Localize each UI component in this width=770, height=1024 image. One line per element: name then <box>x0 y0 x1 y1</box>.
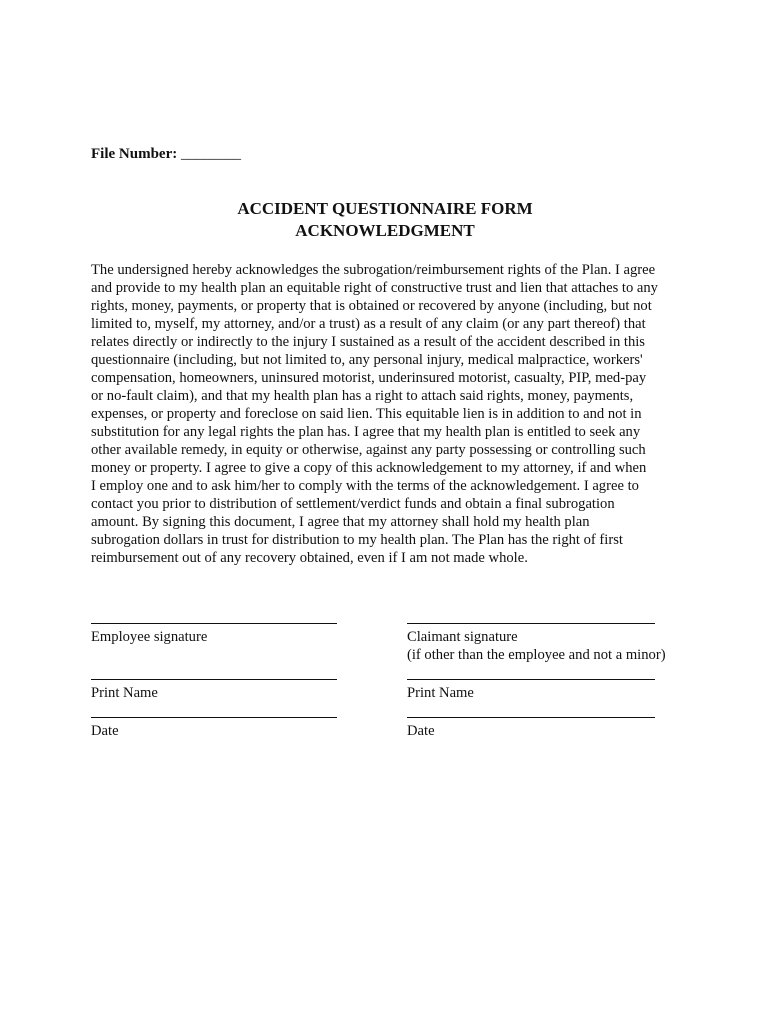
claimant-signature-field[interactable] <box>407 623 666 664</box>
paragraph-line: rights, money, payments, or property that is obtained or recovered by anyone (including, but not <box>91 298 652 314</box>
form-title-line-1: ACCIDENT QUESTIONNAIRE FORM <box>237 199 533 218</box>
date-line <box>407 717 655 718</box>
date-label: Date <box>407 723 435 739</box>
acknowledgment-paragraph <box>91 261 691 567</box>
paragraph-line: reimbursement out of any recovery obtained, even if I am not made whole. <box>91 550 528 566</box>
paragraph-line: The undersigned hereby acknowledges the subrogation/reimbursement rights of the Plan. I agree <box>91 262 656 278</box>
paragraph-line: amount. By signing this document, I agree that my attorney shall hold my health plan <box>91 514 590 530</box>
file-number <box>91 146 241 163</box>
file-number-label: File Number: <box>91 146 178 162</box>
paragraph-line: contact you prior to distribution of settlement/verdict funds and obtain a final subrogation <box>91 496 615 512</box>
claimant-date-field[interactable] <box>407 717 655 740</box>
claimant-print-name-field[interactable] <box>407 679 655 702</box>
file-number-blank: ________ <box>180 146 241 162</box>
paragraph-line: or no-fault claim), and that my health plan has a right to attach said rights, money, payments, <box>91 388 634 404</box>
paragraph-line: and provide to my health plan an equitable right of constructive trust and lien that attaches to any <box>91 280 658 296</box>
print-name-label: Print Name <box>407 685 474 701</box>
paragraph-line: subrogation dollars in trust for distribution to my health plan. The Plan has the right of first <box>91 532 623 548</box>
employee-signature-field[interactable] <box>91 623 337 646</box>
employee-date-field[interactable] <box>91 717 337 740</box>
employee-signature-label: Employee signature <box>91 629 208 645</box>
print-name-line <box>407 679 655 680</box>
paragraph-line: other available remedy, in equity or otherwise, against any party possessing or controlling such <box>91 442 646 458</box>
print-name-label: Print Name <box>91 685 158 701</box>
paragraph-line: I employ one and to ask him/her to comply with the terms of the acknowledgement. I agree to <box>91 478 639 494</box>
signature-line <box>91 623 337 624</box>
paragraph-line: questionnaire (including, but not limited to, any personal injury, medical malpractice, workers' <box>91 352 643 368</box>
paragraph-line: relates directly or indirectly to the injury I sustained as a result of the accident described in this <box>91 334 645 350</box>
claimant-signature-note: (if other than the employee and not a minor) <box>407 647 666 663</box>
paragraph-line: money or property. I agree to give a copy of this acknowledgement to my attorney, if and when <box>91 460 647 476</box>
paragraph-line: substitution for any legal rights the plan has. I agree that my health plan is entitled to seek any <box>91 424 641 440</box>
form-title-line-2: ACKNOWLEDGMENT <box>295 221 475 240</box>
paragraph-line: expenses, or property and foreclose on said lien. This equitable lien is in addition to and not in <box>91 406 642 422</box>
date-label: Date <box>91 723 119 739</box>
paragraph-line: compensation, homeowners, uninsured motorist, underinsured motorist, casualty, PIP, med-pay <box>91 370 647 386</box>
print-name-line <box>91 679 337 680</box>
form-title <box>0 198 770 242</box>
date-line <box>91 717 337 718</box>
employee-print-name-field[interactable] <box>91 679 337 702</box>
signature-line <box>407 623 655 624</box>
paragraph-line: limited to, myself, my attorney, and/or a trust) as a result of any claim (or any part thereof) that <box>91 316 646 332</box>
claimant-signature-label: Claimant signature <box>407 629 518 645</box>
